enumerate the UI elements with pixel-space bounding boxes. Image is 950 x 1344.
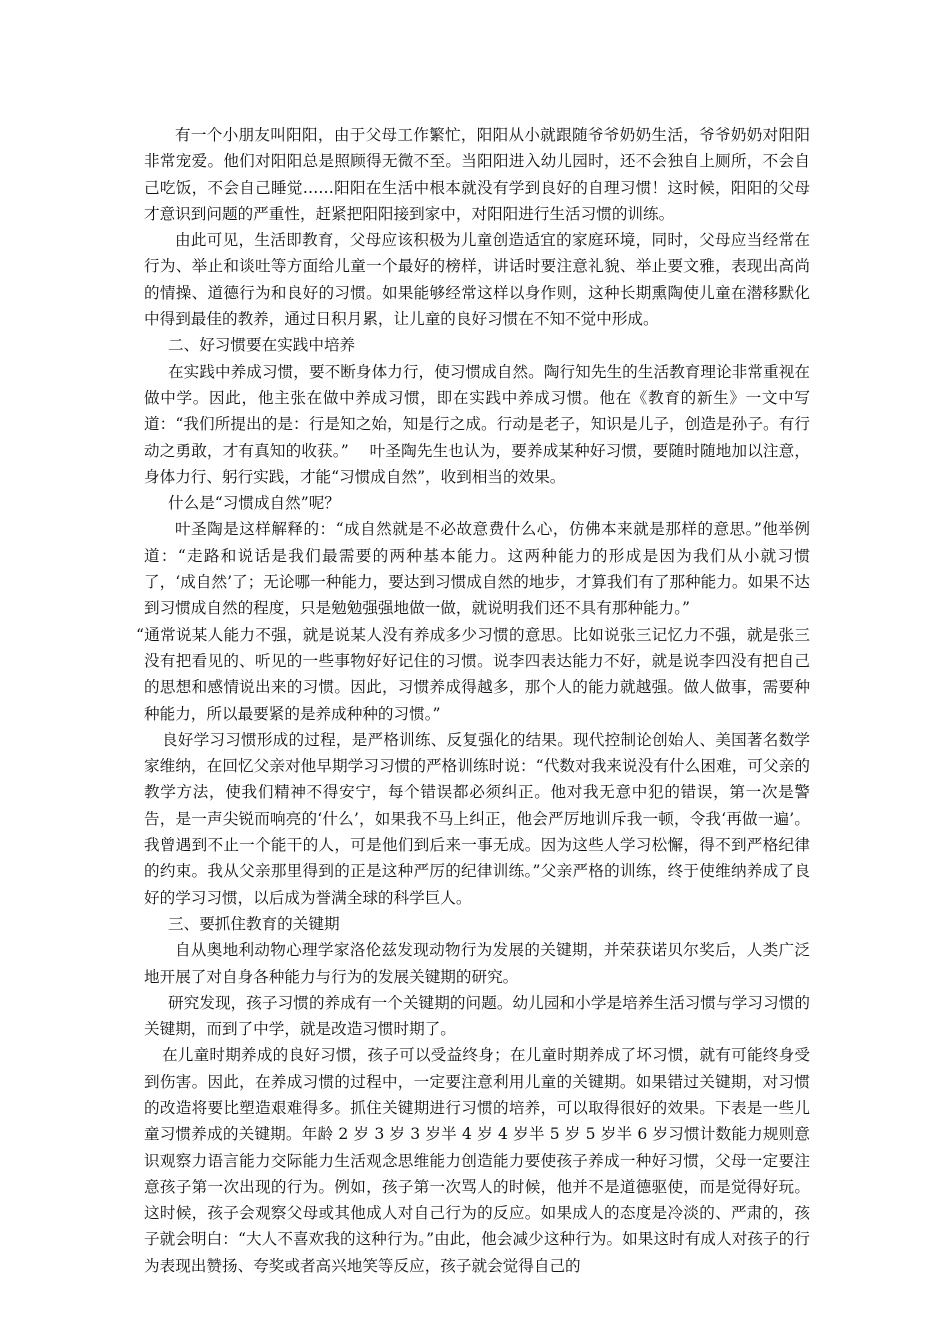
paragraph-research: 研究发现，孩子习惯的养成有一个关键期的问题。幼儿园和小学是培养生活习惯与学习习惯的关键期，而到了中学，就是改造习惯时期了。 <box>144 993 810 1039</box>
paragraph-question: 什么是“习惯成自然”呢？ <box>168 494 340 513</box>
paragraph-wiener: 良好学习习惯形成的过程，是严格训练、反复强化的结果。现代控制论创始人、美国著名数学家维纳，在回忆父亲对他早期学习习惯的严格训练时说：“代数对我来说没有什么困难，可父亲的教学方法，使我们精神不得安宁，每个错误都必须纠正。他对我无意中犯的错误，第一次是警告，是一声尖锐而响亮的‘什么’，如果我不马上纠正，他会严厉地训斥我一顿，令我‘再做一遍’。我曾遇到不止一个能干的人，可是他们到后来一事无成。因为这些人学习松懈，得不到严格纪律的约束。我从父亲那里得到的正是这种严厉的纪律训练。”父亲严格的训练，终于使维纳养成了良好的学习习惯，以后成为誉满全球的科学巨人。 <box>144 730 810 907</box>
section-heading-3: 三、要抓住教育的关键期 <box>168 914 340 933</box>
document-body <box>136 122 810 1279</box>
paragraph-lorenz: 自从奥地利动物心理学家洛伦兹发现动物行为发展的关键期，并荣获诺贝尔奖后，人类广泛地开展了对自身各种能力与行为的发展关键期的研究。 <box>144 941 810 986</box>
paragraph-practice: 在实践中养成习惯，要不断身体力行，使习惯成自然。陶行知先生的生活教育理论非常重视在做中学。因此，他主张在做中养成习惯，即在实践中养成习惯。他在《教育的新生》一文中写道：“我们所提出的是：行是知之始，知是行之成。行动是老子，知识是儿子，创造是孙子。有行动之勇敢，才有真知的收获。” 叶圣陶先生也认为，要养成某种好习惯，要随时随地加以注意，身体力行、躬行实践，才能“习惯成自然”，收到相当的效果。 <box>144 362 810 486</box>
paragraph-ye-shengtao: 叶圣陶是这样解释的：“成自然就是不必故意费什么心，仿佛本来就是那样的意思。”他举例道：“走路和说话是我们最需要的两种基本能力。这两种能力的形成是因为我们从小就习惯了，‘成自然’了；无论哪一种能力，要达到习惯成自然的地步，才算我们有了那种能力。如果不达到习惯成自然的程度，只是勉勉强强地做一做，就说明我们还不具有那种能力。” <box>144 520 810 618</box>
section-heading-2: 二、好习惯要在实践中培养 <box>168 336 356 355</box>
paragraph-critical-period: 在儿童时期养成的良好习惯，孩子可以受益终身；在儿童时期养成了坏习惯，就有可能终身受到伤害。因此，在养成习惯的过程中，一定要注意利用儿童的关键期。如果错过关键期，对习惯的改造将要比塑造艰难得多。抓住关键期进行习惯的培养，可以取得很好的效果。下表是一些儿童习惯养成的关键期。年龄 2 岁 3 岁 3 岁半 4 岁 4 岁半 5 岁 5 岁半 6 岁习惯计数能力规则意识观察力语言能力交际能力生活观念思维能力创造能力要使孩子养成一种好习惯，父母一定要注意孩子第一次出现的行为。例如，孩子第一次骂人的时候，他并不是道德驱使，而是觉得好玩。这时候，孩子会观察父母或其他成人对自己行为的反应。如果成人的态度是冷淡的、严肃的，孩子就会明白：“大人不喜欢我的这种行为。”由此，他会减少这种行为。如果这时有成人对孩子的行为表现出赞扬、夸奖或者高兴地笑等反应，孩子就会觉得自己的 <box>144 1046 810 1275</box>
paragraph-life-is-education: 由此可见，生活即教育，父母应该积极为儿童创造适宜的家庭环境，同时，父母应当经常在行为、举止和谈吐等方面给儿童一个最好的榜样，讲话时要注意礼貌、举止要文雅，表现出高尚的情操、道德行为和良好的习惯。如果能够经常这样以身作则，这种长期熏陶使儿童在潜移默化中得到最佳的教养，通过日积月累，让儿童的良好习惯在不知不觉中形成。 <box>144 231 810 329</box>
paragraph-ability-quote: “通常说某人能力不强，就是说某人没有养成多少习惯的意思。比如说张三记忆力不强，就是张三没有把看见的、听见的一些事物好好记住的习惯。说李四表达能力不好，就是说李四没有把自己的思想和感情说出来的习惯。因此，习惯养成得越多，那个人的能力就越强。做人做事，需要种种能力，所以最要紧的是养成种种的习惯。” <box>136 625 810 723</box>
paragraph-yangyang-story: 有一个小朋友叫阳阳，由于父母工作繁忙，阳阳从小就跟随爷爷奶奶生活，爷爷奶奶对阳阳非常宠爱。他们对阳阳总是照顾得无微不至。当阳阳进入幼儿园时，还不会独自上厕所，不会自己吃饭，不会自己睡觉……阳阳在生活中根本就没有学到良好的自理习惯！这时候，阳阳的父母才意识到问题的严重性，赶紧把阳阳接到家中，对阳阳进行生活习惯的训练。 <box>144 126 810 223</box>
